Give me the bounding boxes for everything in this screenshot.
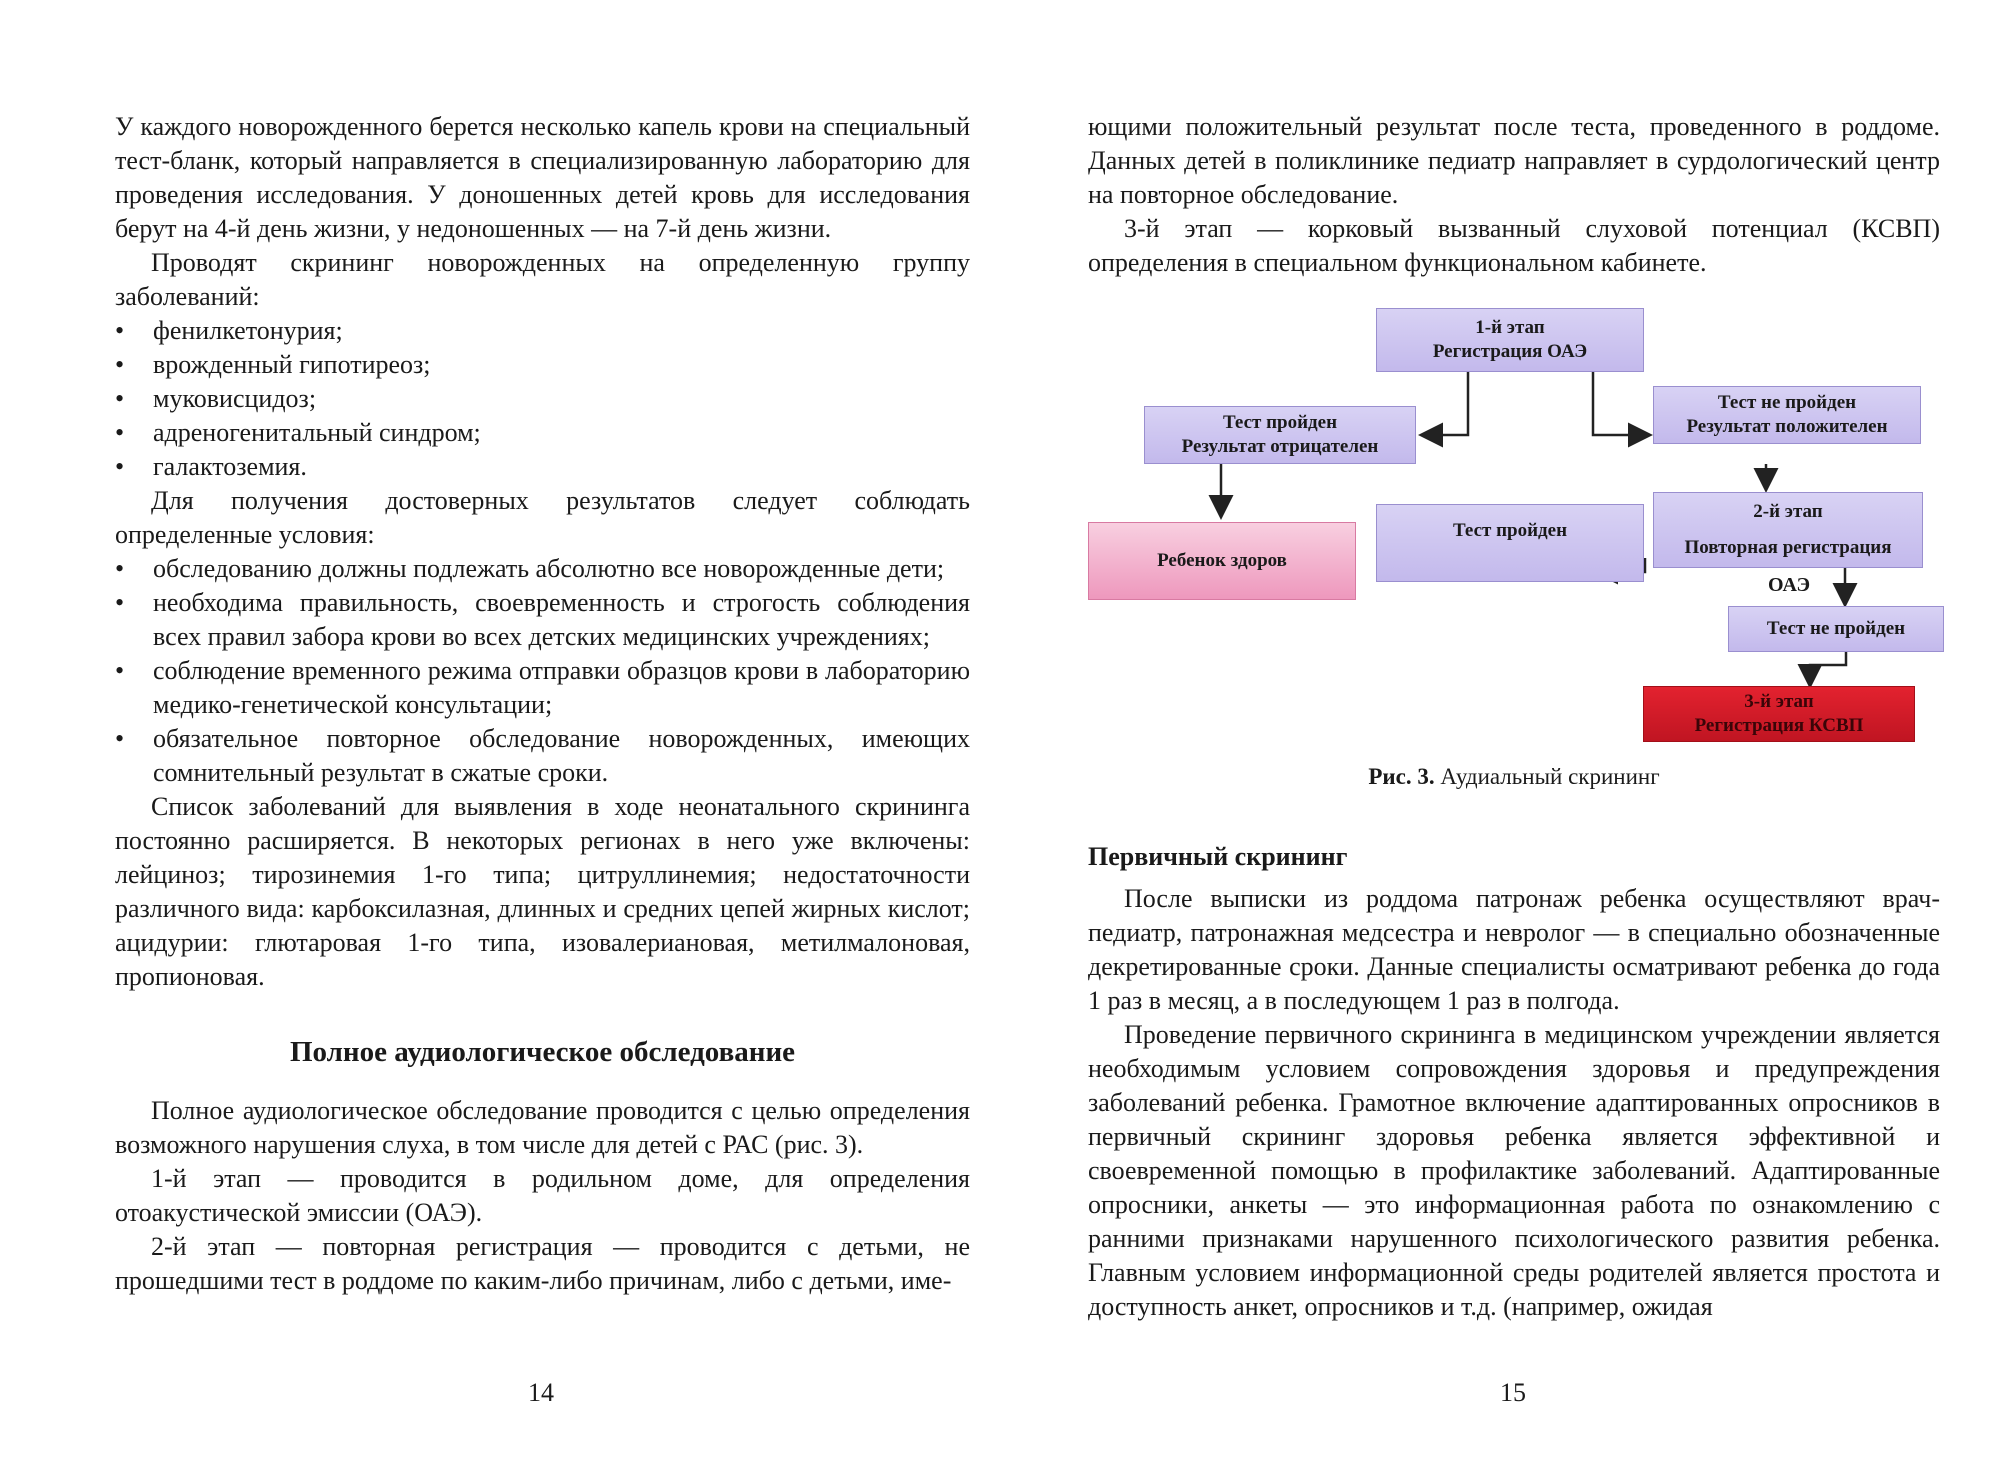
test-failed-line1: Тест не пройден	[1717, 392, 1857, 413]
audio-screening-flowchart	[1088, 308, 1940, 748]
oae-label: ОАЭ	[1768, 574, 1811, 596]
test-failed2-label: Тест не пройден	[1766, 618, 1906, 639]
paragraph: 3-й этап — корковый вызванный слуховой потенциал (КСВП) определения в специальном функциональном кабинете.	[1088, 214, 1940, 277]
list-item: • муковисцидоз;	[115, 382, 970, 416]
list-item: • соблюдение временного режима отправки образцов крови в лабораторию медико-генетической консультации;	[115, 654, 970, 722]
list-item: • фенилкетонурия;	[115, 314, 970, 348]
test-failed-box	[1653, 386, 1921, 444]
test-passed-box	[1144, 406, 1416, 464]
disease-list	[115, 314, 970, 484]
right-page	[1088, 0, 1940, 1324]
list-item: • галактоземия.	[115, 450, 970, 484]
paragraph: После выписки из роддома патронаж ребенка осуществляют врач-педиатр, патронажная медсестра и невролог — в специально обозначенные декретированные сроки. Данные специалисты осматривают ребенка до года 1 раз в месяц, а в последующем 1 раз в полгода.	[1088, 884, 1940, 1015]
list-item: • врожденный гипотиреоз;	[115, 348, 970, 382]
stage1-line2: Регистрация ОАЭ	[1432, 341, 1588, 362]
list-item: • обязательное повторное обследование новорожденных, имеющих сомнительный результат в сжатые сроки.	[115, 722, 970, 790]
paragraph: Для получения достоверных результатов следует соблюдать определенные условия:	[115, 486, 970, 549]
list-item: • обследованию должны подлежать абсолютно все новорожденные дети;	[115, 552, 970, 586]
stage3-box	[1643, 686, 1915, 742]
test-passed2-label: Тест пройден	[1452, 520, 1568, 541]
test-passed-line2: Результат отрицателен	[1181, 436, 1379, 457]
stage3-line1: 3-й этап	[1744, 691, 1814, 712]
section-heading: Первичный скрининг	[1088, 842, 1348, 871]
test-passed2-box	[1376, 504, 1644, 582]
left-page	[115, 0, 970, 1298]
test-failed-line2: Результат положителен	[1686, 416, 1888, 437]
paragraph: Полное аудиологическое обследование проводится с целью определения возможного нарушения слуха, в том числе для детей с РАС (рис. 3).	[115, 1096, 970, 1159]
paragraph: 2-й этап — повторная регистрация — проводится с детьми, не прошедшими тест в роддоме по каким-либо причинам, либо с детьми, име-	[115, 1232, 970, 1295]
list-item: • необходима правильность, своевременность и строгость соблюдения всех правил забора крови во всех детских медицинских учреждениях;	[115, 586, 970, 654]
stage3-line2: Регистрация КСВП	[1694, 715, 1864, 736]
page-number: 15	[1500, 1378, 1526, 1407]
paragraph: Список заболеваний для выявления в ходе неонатального скрининга постоянно расширяется. В некоторых регионах в него уже включены: лейциноз; тирозинемия 1-го типа; цитруллинемия; недостаточности различного вида: карбоксилазная, длинных и средних цепей жирных кислот; ацидурии: глютаровая 1-го типа, изовалериановая, метилмалоновая, пропионовая.	[115, 792, 970, 991]
paragraph: Проведение первичного скрининга в медицинском учреждении является необходимым условием сопровождения здоровья и предупреждения заболеваний ребенка. Грамотное включение адаптированных опросников в первичный скрининг здоровья ребенка является эффективной и своевременной помощью в профилактике заболеваний. Адаптированные опросники, анкеты — это информационная работа по ознакомлению с ранними признаками нарушенного психологического развития ребенка. Главным условием информационной среды родителей является простота и доступность анкет, опросников и т.д. (например, ожидая	[1088, 1020, 1940, 1321]
conditions-list	[115, 552, 970, 790]
arrow-stage1-to-passed	[1423, 372, 1468, 435]
paragraph: 1-й этап — проводится в родильном доме, для определения отоакустической эмиссии (ОАЭ).	[115, 1164, 970, 1227]
stage1-line1: 1-й этап	[1475, 317, 1545, 338]
caption-label: Рис. 3.	[1368, 764, 1435, 789]
section-heading: Полное аудиологическое обследование	[289, 1036, 796, 1068]
figure-caption	[1088, 762, 1940, 792]
list-item: • адреногенитальный синдром;	[115, 416, 970, 450]
child-healthy-label: Ребенок здоров	[1157, 550, 1287, 571]
paragraph: У каждого новорожденного берется несколько капель крови на специальный тест-бланк, который направляется в специализированную лабораторию для проведения исследования. У доношенных детей кровь для исследования берут на 4-й день жизни, у недоношенных — на 7-й день жизни.	[115, 112, 970, 243]
test-passed-line1: Тест пройден	[1222, 412, 1338, 433]
paragraph: ющими положительный результат после теста, проведенного в роддоме. Данных детей в поликлинике педиатр направляет в сурдологический центр на повторное обследование.	[1088, 112, 1940, 209]
test-failed2-box	[1728, 606, 1944, 652]
stage1-box	[1376, 308, 1644, 372]
stage2-line1: 2-й этап	[1753, 501, 1823, 522]
paragraph: Проводят скрининг новорожденных на определенную группу заболеваний:	[115, 248, 970, 311]
stage2-line2: Повторная регистрация	[1684, 537, 1892, 558]
child-healthy-box	[1088, 522, 1356, 600]
arrow-stage1-to-failed	[1593, 372, 1648, 435]
page-number: 14	[528, 1378, 554, 1407]
stage2-box	[1653, 492, 1923, 568]
caption-text: Аудиальный скрининг	[1440, 764, 1660, 789]
